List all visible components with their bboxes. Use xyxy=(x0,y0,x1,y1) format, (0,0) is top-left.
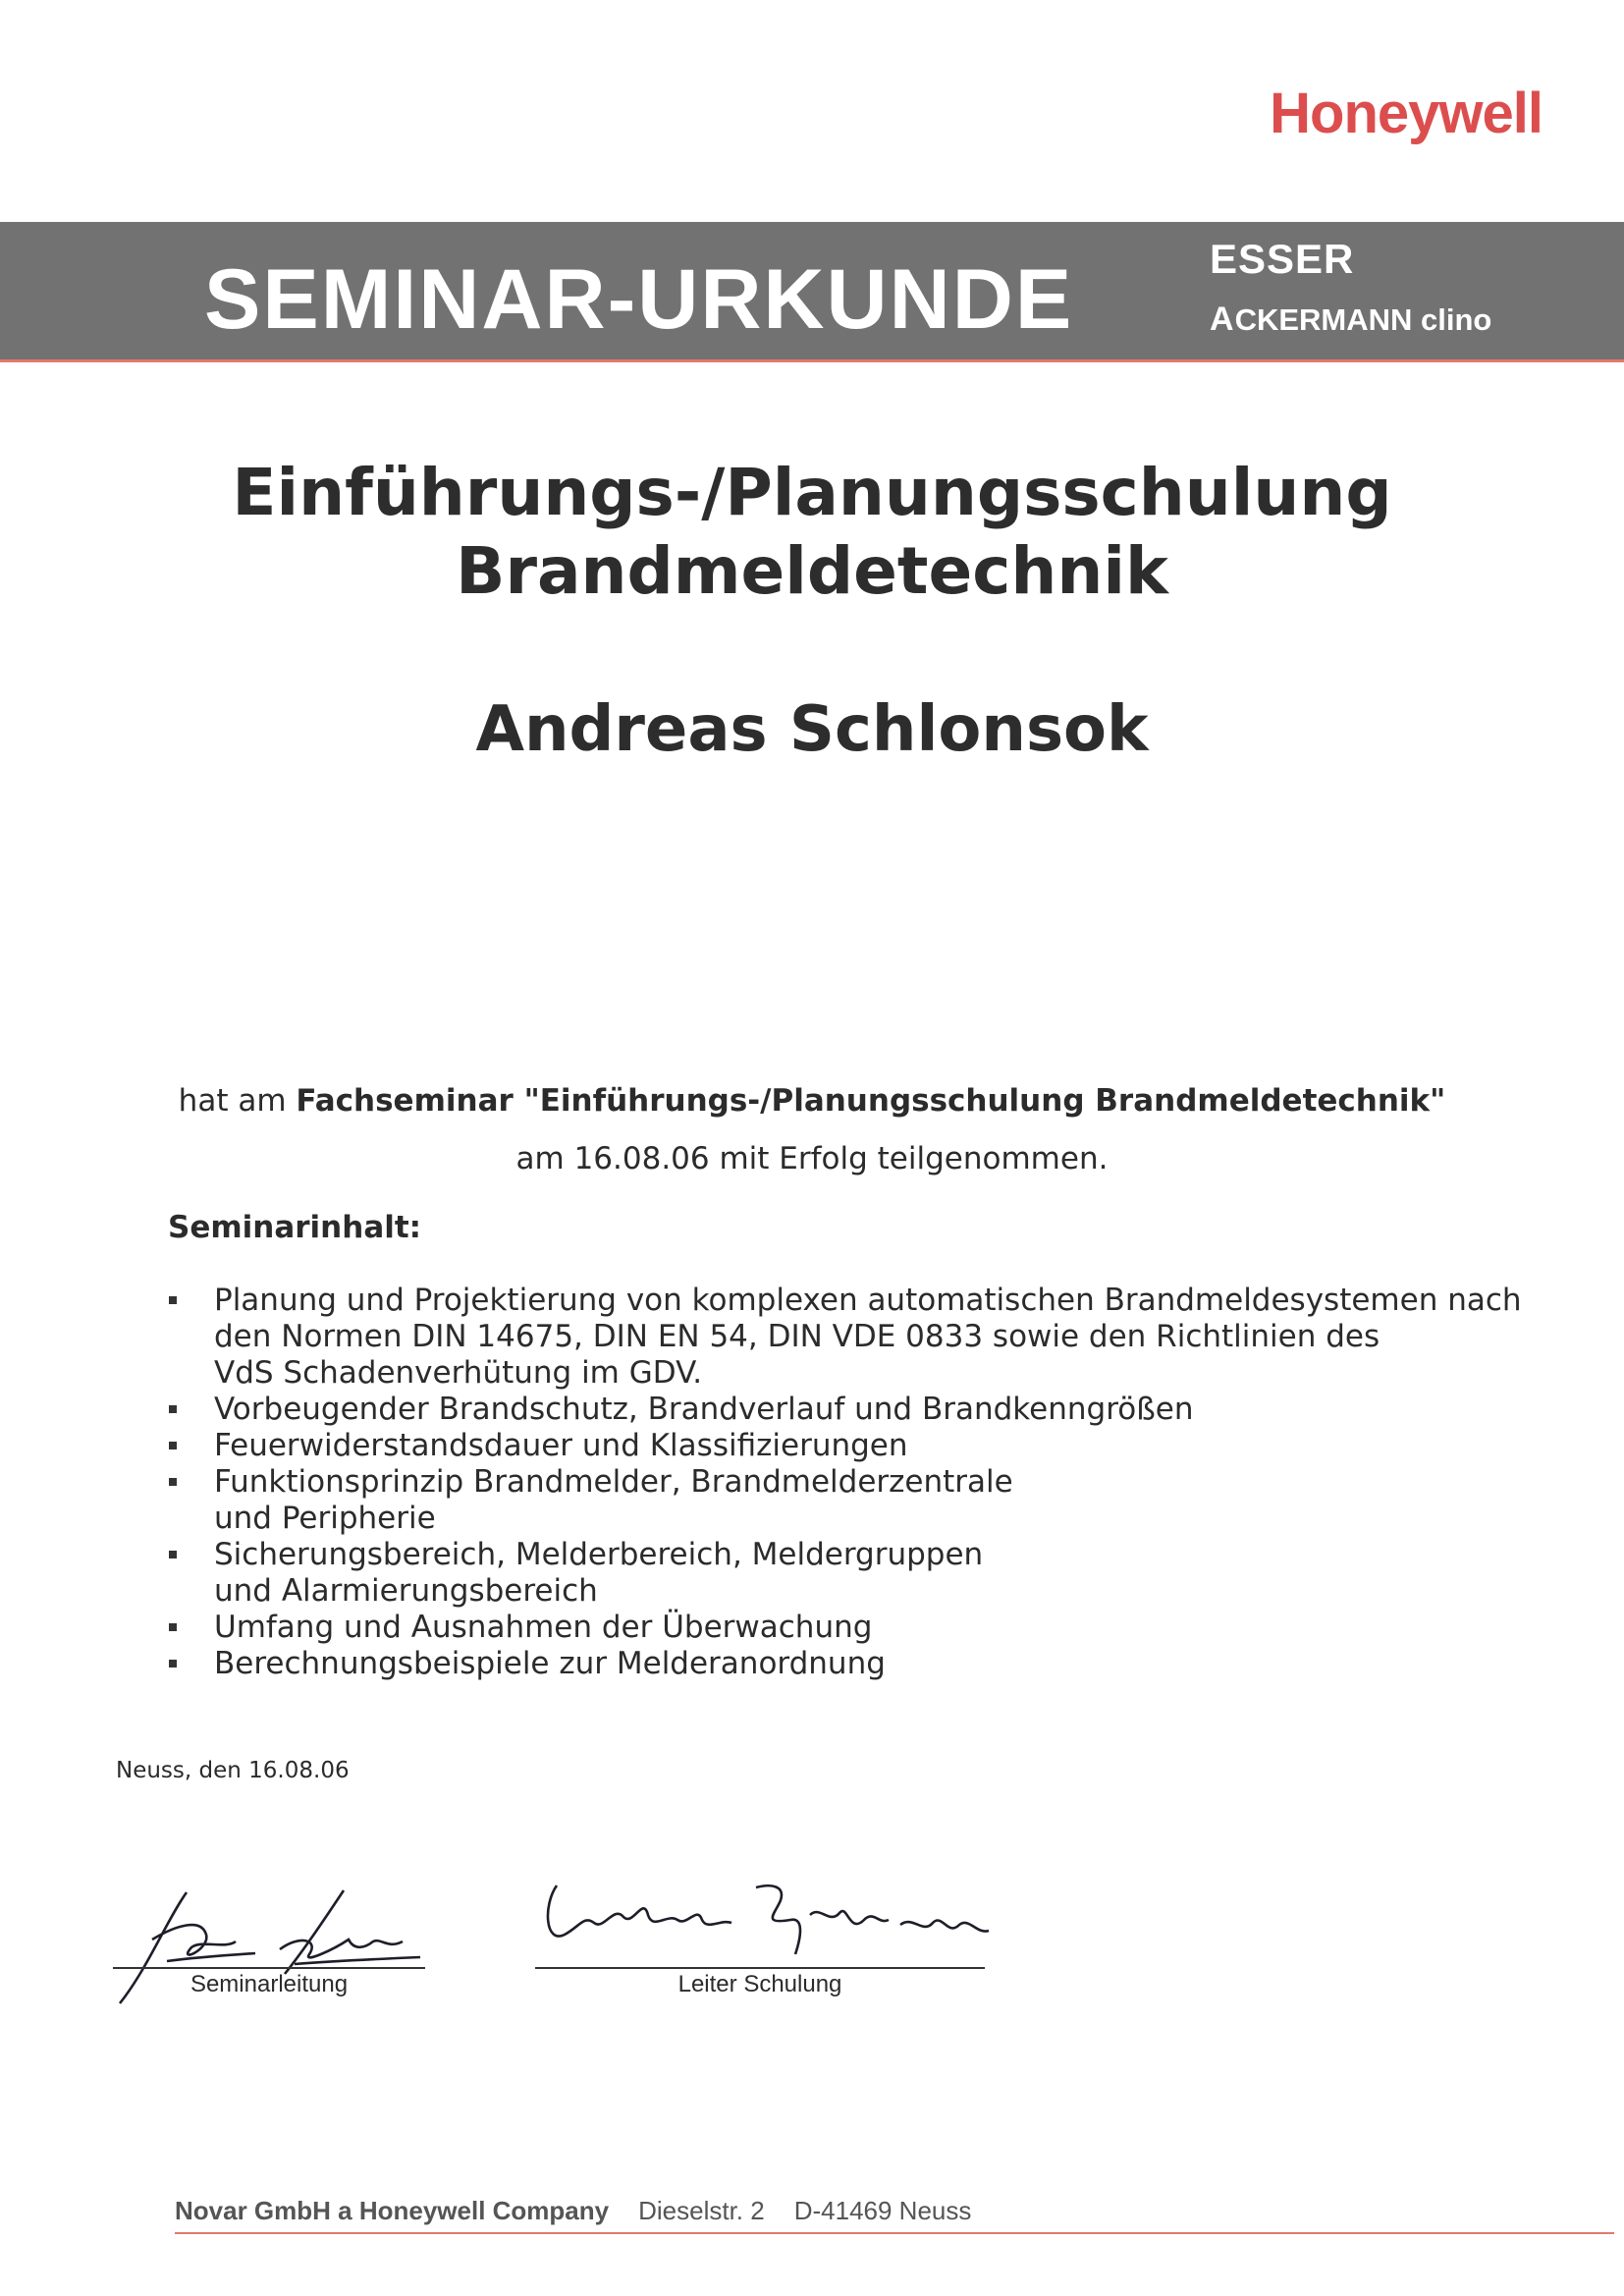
bullet-icon xyxy=(169,1478,177,1486)
bullet-icon xyxy=(169,1296,177,1304)
content-list-item-line: Feuerwiderstandsdauer und Klassifizierungen xyxy=(214,1428,908,1463)
footer-company: Novar GmbH a Honeywell Company xyxy=(175,2196,610,2225)
bullet-icon xyxy=(169,1442,177,1449)
place-date: Neuss, den 16.08.06 xyxy=(116,1758,350,1783)
banner-divider xyxy=(0,359,1624,362)
content-list-item-line: und Alarmierungsbereich xyxy=(214,1573,598,1609)
bullet-icon xyxy=(169,1660,177,1667)
content-list-item-line: Umfang und Ausnahmen der Überwachung xyxy=(214,1610,873,1645)
content-list-item xyxy=(167,1283,1542,1392)
statement-prefix: hat am xyxy=(178,1083,297,1119)
content-list-item-line: VdS Schadenverhütung im GDV. xyxy=(214,1355,703,1391)
content-list-item-line: Berechnungsbeispiele zur Melderanordnung xyxy=(214,1646,886,1681)
content-list-item-line: Planung und Projektierung von komplexen automatischen Brandmeldesystemen nach xyxy=(214,1283,1522,1318)
esser-brand: ESSER xyxy=(1210,236,1355,282)
footer-street: Dieselstr. 2 xyxy=(638,2196,765,2225)
course-title-line2: Brandmeldetechnik xyxy=(456,533,1168,609)
course-title-line1: Einführungs-/Planungsschulung xyxy=(232,455,1392,530)
seminar-lead-label: Seminarleitung xyxy=(189,1971,349,1997)
footer-city: D-41469 Neuss xyxy=(793,2196,972,2225)
statement-seminar-name: Fachseminar "Einführungs-/Planungsschulung Brandmeldetechnik" xyxy=(296,1083,1446,1119)
content-list-item xyxy=(167,1537,1542,1610)
statement-line2: am 16.08.06 mit Erfolg teilgenommen. xyxy=(515,1141,1109,1176)
certificate-title: SEMINAR-URKUNDE xyxy=(204,252,1074,347)
ackermann-brand xyxy=(1210,301,1491,339)
training-head-label: Leiter Schulung xyxy=(677,1971,842,1997)
training-head-signature xyxy=(535,1866,997,1974)
content-list-item-line: Vorbeugender Brandschutz, Brandverlauf und Brandkenngrößen xyxy=(214,1392,1194,1427)
content-heading: Seminarinhalt: xyxy=(168,1210,422,1245)
seminar-lead-signature-line xyxy=(113,1967,425,1969)
statement-line1 xyxy=(0,1083,1624,1119)
content-list-item-line: Sicherungsbereich, Melderbereich, Meldergruppen xyxy=(214,1537,984,1572)
content-list-item-line: und Peripherie xyxy=(214,1501,436,1536)
training-head-signature-line xyxy=(535,1967,985,1969)
content-list-item xyxy=(167,1646,1542,1682)
ackermann-brand-text: CKERMANN clino xyxy=(1234,302,1492,337)
ackermann-triangle-icon: A xyxy=(1210,301,1234,338)
footer-divider xyxy=(175,2232,1614,2234)
course-title xyxy=(0,454,1624,611)
bullet-icon xyxy=(169,1551,177,1558)
bullet-icon xyxy=(169,1623,177,1631)
content-list-item-line: den Normen DIN 14675, DIN EN 54, DIN VDE 0833 sowie den Richtlinien des xyxy=(214,1319,1380,1354)
content-list-item-line: Funktionsprinzip Brandmelder, Brandmelderzentrale xyxy=(214,1464,1013,1500)
content-list-item xyxy=(167,1392,1542,1428)
honeywell-logo: Honeywell xyxy=(1270,82,1543,145)
content-list-item xyxy=(167,1428,1542,1464)
company-footer xyxy=(175,2196,971,2226)
content-list xyxy=(167,1283,1542,1682)
content-list-item xyxy=(167,1610,1542,1646)
bullet-icon xyxy=(169,1405,177,1413)
content-list-item xyxy=(167,1464,1542,1537)
participant-name: Andreas Schlonsok xyxy=(475,693,1149,766)
